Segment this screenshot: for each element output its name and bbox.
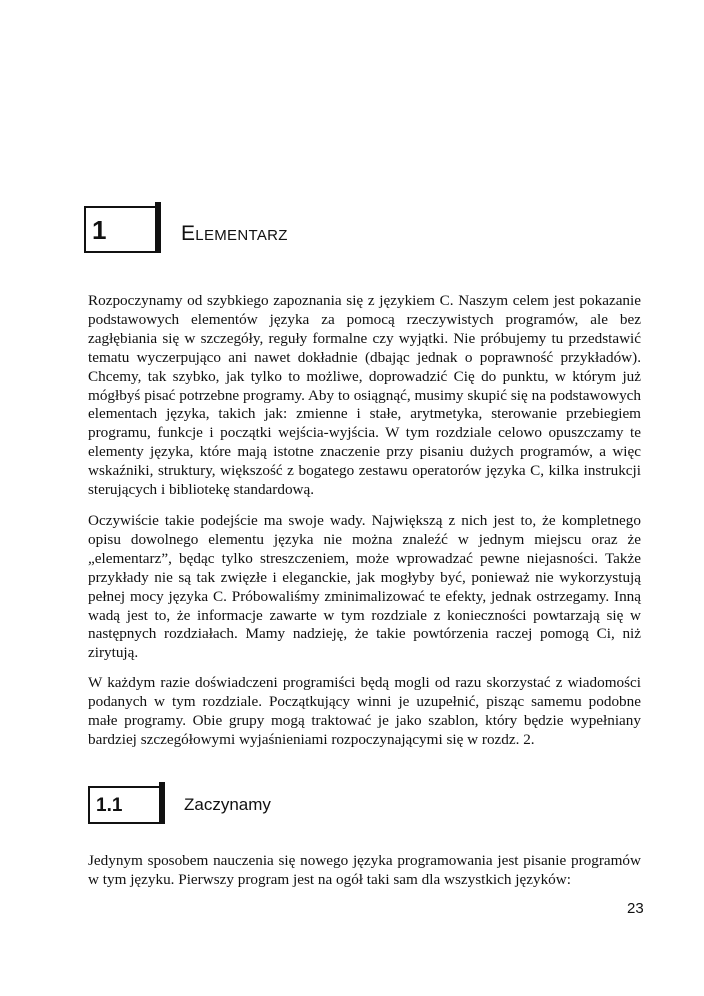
section-number: 1.1 — [96, 795, 123, 816]
paragraph-drawbacks: Oczywiście takie podejście ma swoje wady. Największą z nich jest to, że kompletnego opisu dowolnego elementu języka nie można znaleźć w jednym miejscu oraz że „elementarz”, będąc tylko streszczeniem, może wprowadzać pewne niejasności. Także przykłady nie są tak zwięzłe i eleganckie, jak mogłyby być, ponieważ nie wykorzystują pełnej mocy języka C. Próbowaliśmy zminimalizować te efekty, jednak ostrzegamy. Inną wadą jest to, że informacje zawarte w tym rozdziale z konieczności powtarzają się w następnych rozdziałach. Mamy nadzieję, że takie powtórzenia raczej pomogą Ci, niż zirytują. — [88, 512, 641, 662]
chapter-number: 1 — [92, 215, 107, 245]
chapter-title: Elementarz — [181, 222, 288, 245]
paragraph-audience: W każdym razie doświadczeni programiści będą mogli od razu skorzystać z wiadomości podanych w tym rozdziale. Początkujący winni je uzupełnić, pisząc samemu podobne małe programy. Obie grupy mogą traktować je jako szablon, który będzie wypełniany bardziej szczegółowymi wyjaśnieniami rozpoczynającymi się w rozdz. 2. — [88, 674, 641, 748]
paragraph-getting-started: Jedynym sposobem nauczenia się nowego języka programowania jest pisanie programów w tym języku. Pierwszy program jest na ogół taki sam dla wszystkich języków: — [88, 852, 641, 888]
paragraph-intro: Rozpoczynamy od szybkiego zapoznania się z językiem C. Naszym celem jest pokazanie podstawowych elementów języka za pomocą rzeczywistych programów, ale bez zagłębiania się w szczegóły, reguły formalne czy wyjątki. Nie próbujemy tu przedstawić tematu wyczerpująco ani nawet dokładnie (dbając jednak o poprawność przykładów). Chcemy, tak szybko, jak tylko to możliwe, doprowadzić Cię do punktu, w którym już mógłbyś pisać potrzebne programy. Aby to osiągnąć, musimy skupić się na podstawowych elementach języka, takich jak: zmienne i stałe, arytmetyka, sterowanie przebiegiem programu, funkcje i początki wejścia-wyjścia. W tym rozdziale celowo opuszczamy te elementy języka, które mają istotne znaczenie przy pisaniu dużych programów, a więc wskaźniki, struktury, większość z bogatego zestawu operatorów języka C, kilka instrukcji sterujących i bibliotekę standardową. — [88, 292, 641, 499]
section-title: Zaczynamy — [184, 795, 271, 814]
page-number: 23 — [627, 900, 644, 917]
chapter-number-box — [84, 206, 158, 253]
section-number-box — [88, 786, 162, 824]
